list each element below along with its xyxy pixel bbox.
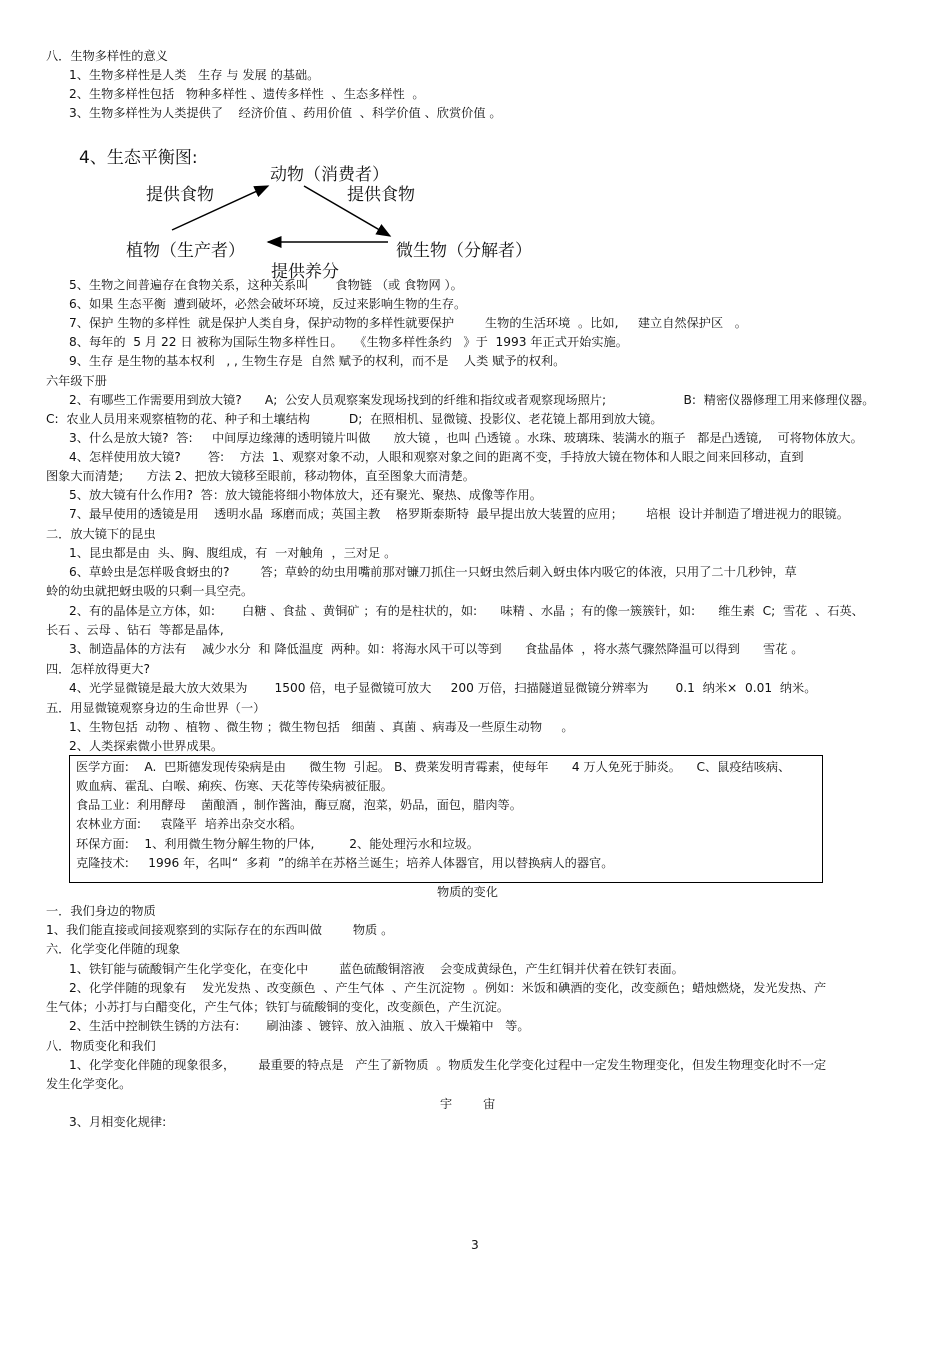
node-animal: 动物（消费者） [270,165,389,185]
text-line: 二．放大镜下的昆虫 [46,527,156,541]
label-provide-food-left: 提供食物 [146,185,214,205]
text-line: 五．用显微镜观察身边的生命世界（一） [46,701,266,715]
section-title-universe: 宇 宙 [440,1097,496,1111]
ecology-heading: 4、生态平衡图: [79,148,198,168]
text-line: 5、生物之间普遍存在食物关系，这种关系叫 食物链 （或 食物网 ）。 [69,278,463,292]
text-line: 六．化学变化伴随的现象 [46,942,181,956]
microworld-achievements-box [69,755,823,883]
text-line: 长石 、云母 、钻石 等都是晶体, [46,623,224,637]
text-line: 9、生存 是生物的基本权利 , , 生物生存是 自然 赋予的权利，而不是 人类 赋予的权利。 [69,354,566,368]
text-line: 7、保护 生物的多样性 就是保护人类自身，保护动物的多样性就要保护 生物的生活环境 。比如, 建立自然保护区 。 [69,316,747,330]
text-line: 2、有哪些工作需要用到放大镜? A; 公安人员观察案发现场找到的纤维和指纹或者观察现场照片; B: 精密仪器修理工用来修理仪器。 [69,393,875,407]
text-line: 1、昆虫都是由 头、胸、腹组成，有 一对触角 ，三对足 。 [69,546,397,560]
text-line: 败血病、霍乱、白喉、痢疾、伤寒、天花等传染病被征服。 [76,779,393,793]
text-line: 六年级下册 [46,374,107,388]
text-line: 1、化学变化伴随的现象很多， 最重要的特点是 产生了新物质 。物质发生化学变化过程中一定发生物理变化，但发生物理变化时不一定 [69,1058,827,1072]
text-line: 4、光学显微镜是最大放大效果为 1500 倍，电子显微镜可放大 200 万倍，扫描隧道显微镜分辨率为 0.1 纳米× 0.01 纳米。 [69,681,817,695]
text-line: 图象大而清楚; 方法 2、把放大镜移至眼前，移动物体，直至图象大而清楚。 [46,469,475,483]
text-line: 6、如果 生态平衡 遭到破坏，必然会破坏环境，反过来影响生物的生存。 [69,297,467,311]
text-line: 克隆技术: 1996 年，名叫“ 多莉 ”的绵羊在苏格兰诞生；培养人体器官，用以替换病人的器官。 [76,856,614,870]
page-number: 3 [471,1238,479,1252]
text-line: 8、每年的 5 月 22 日 被称为国际生物多样性日。 《生物多样性条约 》于 1993 年正式开始实施。 [69,335,628,349]
text-line: 蛉的幼虫就把蚜虫吸的只剩一具空壳。 [46,584,254,598]
text-line: 3、制造晶体的方法有 减少水分 和 降低温度 两种。如：将海水风干可以等到 食盐晶体 ，将水蒸气骤然降温可以得到 雪花 。 [69,642,804,656]
text-line: 2、生物多样性包括 物种多样性 、遗传多样性 、生态多样性 。 [69,87,425,101]
text-line: 2、有的晶体是立方体，如: 白糖 、食盐 、黄铜矿 ；有的是柱状的，如: 味精 、水晶 ；有的像一簇簇针，如: 维生素 C; 雪花 、石英、 [69,604,864,618]
node-plant: 植物（生产者） [126,241,245,261]
text-line: 医学方面: A. 巴斯德发现传染病是由 微生物 引起。 B、费莱发明青霉素，使每年 4 万人免死于肺炎。 C、鼠疫结咳病、 [76,760,791,774]
node-microbe: 微生物（分解者） [396,241,532,261]
text-line: 6、草蛉虫是怎样吸食蚜虫的? 答；草蛉的幼虫用嘴前那对镰刀抓住一只蚜虫然后刺入蚜虫体内吸它的体液，只用了二十几秒钟，草 [69,565,797,579]
text-line: 5、放大镜有什么作用? 答：放大镜能将细小物体放大，还有聚光、聚热、成像等作用。 [69,488,542,502]
section-title-matter-change: 物质的变化 [437,885,498,899]
text-line: 3、什么是放大镜? 答: 中间厚边缘薄的透明镜片叫做 放大镜 ，也叫 凸透镜 。水珠、玻璃珠、装满水的瓶子 都是凸透镜, 可将物体放大。 [69,431,863,445]
text-line: 2、生活中控制铁生锈的方法有: 刷油漆 、镀锌、放入油瓶 、放入干燥箱中 等。 [69,1019,530,1033]
text-line: 7、最早使用的透镜是用 透明水晶 琢磨而成；英国主教 格罗斯泰斯特 最早提出放大装置的应用； 培根 设计并制造了增进视力的眼镜。 [69,507,849,521]
text-line: 一．我们身边的物质 [46,904,156,918]
text-line: 食品工业：利用酵母 菌酿酒 ，制作酱油，酶豆腐，泡菜，奶品，面包，腊肉等。 [76,798,522,812]
text-line: 1、生物多样性是人类 生存 与 发展 的基础。 [69,68,320,82]
text-line: 四．怎样放得更大? [46,662,150,676]
text-line: 2、人类探索微小世界成果。 [69,739,224,753]
text-line: 八．物质变化和我们 [46,1039,156,1053]
text-line: 2、化学伴随的现象有 发光发热 、改变颜色 、产生气体 、产生沉淀物 。例如：米饭和碘酒的变化，改变颜色；蜡烛燃烧，发光发热、产 [69,981,827,995]
text-line: 八．生物多样性的意义 [46,49,168,63]
text-line: 生气体；小苏打与白醋变化，产生气体；铁钉与硫酸铜的变化，改变颜色，产生沉淀。 [46,1000,510,1014]
text-line: 发生化学变化。 [46,1077,132,1091]
text-line: 农林业方面: 袁隆平 培养出杂交水稻。 [76,817,303,831]
ecological-balance-diagram [0,0,950,290]
text-line: 1、我们能直接或间接观察到的实际存在的东西叫做 物质 。 [46,923,394,937]
text-line: 4、怎样使用放大镜? 答: 方法 1、观察对象不动，人眼和观察对象之间的距离不变，手持放大镜在物体和人眼之间来回移动，直到 [69,450,804,464]
text-line: 1、生物包括 动物 、植物 、微生物 ；微生物包括 细菌 、真菌 、病毒及一些原生动物 。 [69,720,574,734]
label-provide-food-right: 提供食物 [347,185,415,205]
text-line: C: 农业人员用来观察植物的花、种子和土壤结构 D; 在照相机、显微镜、投影仪、老花镜上都用到放大镜。 [46,412,663,426]
text-line: 3、月相变化规律: [69,1115,167,1129]
text-line: 3、生物多样性为人类提供了 经济价值 、药用价值 、科学价值 、欣赏价值 。 [69,106,502,120]
label-provide-nutrients: 提供养分 [271,262,339,282]
text-line: 1、铁钉能与硫酸铜产生化学变化，在变化中 蓝色硫酸铜溶液 会变成黄绿色，产生红铜并伏着在铁钉表面。 [69,962,684,976]
text-line: 环保方面: 1、利用微生物分解生物的尸体, 2、能处理污水和垃圾。 [76,837,479,851]
